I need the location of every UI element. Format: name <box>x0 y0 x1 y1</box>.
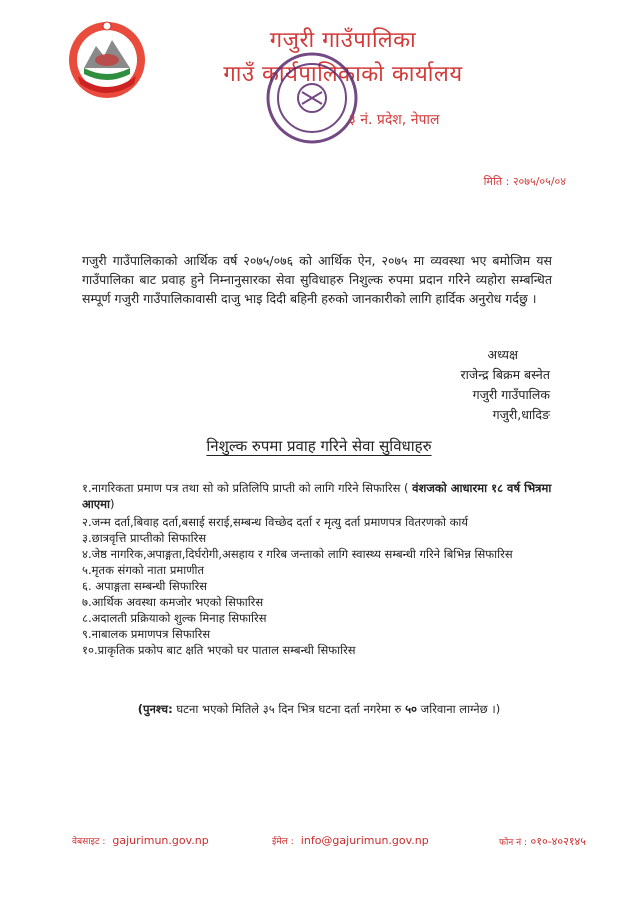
letter-body: गजुरी गाउँपालिकाको आर्थिक वर्ष २०७५/०७६ को आर्थिक ऐन, २०७५ मा व्यवस्था भए बमोजिम यस गाउँपालिका बाट प्रवाह हुने निम्नानुसारका सेवा सुविधाहरु निशुल्क रुपमा प्रदान गरिने व्यहोरा सम्बन्धित सम्पूर्ण गजुरी गाउँपालिकावासी दाजु भाइ दिदी बहिनी हरुको जानकारीको लागि हार्दिक अनुरोध गर्दछु । <box>82 253 552 306</box>
website-link[interactable]: gajurimun.gov.np <box>112 834 209 847</box>
letter-date <box>484 174 566 189</box>
footer-email <box>272 834 429 847</box>
email-link[interactable]: info@gajurimun.gov.np <box>300 834 429 847</box>
office-stamp <box>262 48 362 148</box>
list-item: ४.जेष्ठ नागरिक,अपाङ्गता,दिर्घरोगी,असहाय र गरिब जन्ताको लागि स्वास्थ्य सम्बन्धी गरिने बिभिन्न सिफारिस <box>82 547 513 561</box>
list-item: ७.आर्थिक अवस्था कमजोर भएको सिफारिस <box>82 595 264 609</box>
services-list <box>82 480 562 658</box>
website-label: वेबसाइट : <box>72 837 106 847</box>
email-label: ईमेल : <box>272 837 294 847</box>
list-item: ८.अदालती प्रक्रियाको शुल्क मिनाह सिफारिस <box>82 611 267 625</box>
office-address: ३ नं. प्रदेश, नेपाल <box>348 112 440 128</box>
office-title-line2: गाउँ कार्यपालिकाको कार्यालय <box>223 62 463 87</box>
list-item: १०.प्राकृतिक प्रकोप बाट क्षति भएको घर पाताल सम्बन्धी सिफारिस <box>82 643 356 657</box>
phone-label: फोन नं : <box>499 838 528 848</box>
list-item: ५.मृतक संगको नाता प्रमाणीत <box>82 563 205 577</box>
office-title-line1: गजुरी गाउँपालिका <box>269 28 417 53</box>
signatory-role: अध्यक्ष <box>487 347 518 362</box>
list-item: ३.छात्रवृत्ति प्राप्तीको सिफारिस <box>82 531 207 545</box>
date-value: २०७५/०५/०४ <box>512 175 566 188</box>
phone-number: ०१०-४०२१४५ <box>530 835 586 848</box>
list-item: २.जन्म दर्ता,बिवाह दर्ता,बसाई सराई,सम्बन्ध विच्छेद दर्ता र मृत्यु दर्ता प्रमाणपत्र वितरणको कार्य <box>82 515 469 529</box>
section-heading: निशुल्क रुपमा प्रवाह गरिने सेवा सुविधाहरु <box>206 437 432 455</box>
list-item: १.नागरिकता प्रमाण पत्र तथा सो को प्रतिलिपि प्राप्ती को लागि गरिने सिफारिस ( वंशजको आधारमा १८ वर्ष भित्रमा आएमा) <box>82 481 552 511</box>
postscript-note: (पुनश्च: घटना भएको मितिले ३५ दिन भित्र घटना दर्ता नगरेमा रु ५० जरिवाना लाग्नेछ ।) <box>137 702 501 716</box>
footer-phone <box>499 834 586 849</box>
list-item: ६. अपाङ्गता सम्बन्धी सिफारिस <box>82 579 208 593</box>
signatory-name: राजेन्द्र बिक्रम बस्नेत <box>460 367 550 382</box>
signatory-org: गजुरी गाउँपालिक <box>472 387 550 402</box>
date-label: मिति : <box>483 175 510 188</box>
footer-website <box>72 834 209 847</box>
signatory-place: गजुरी,धादिङ <box>492 407 550 422</box>
signature-block <box>461 345 551 425</box>
list-item: ९.नाबालक प्रमाणपत्र सिफारिस <box>82 627 211 641</box>
